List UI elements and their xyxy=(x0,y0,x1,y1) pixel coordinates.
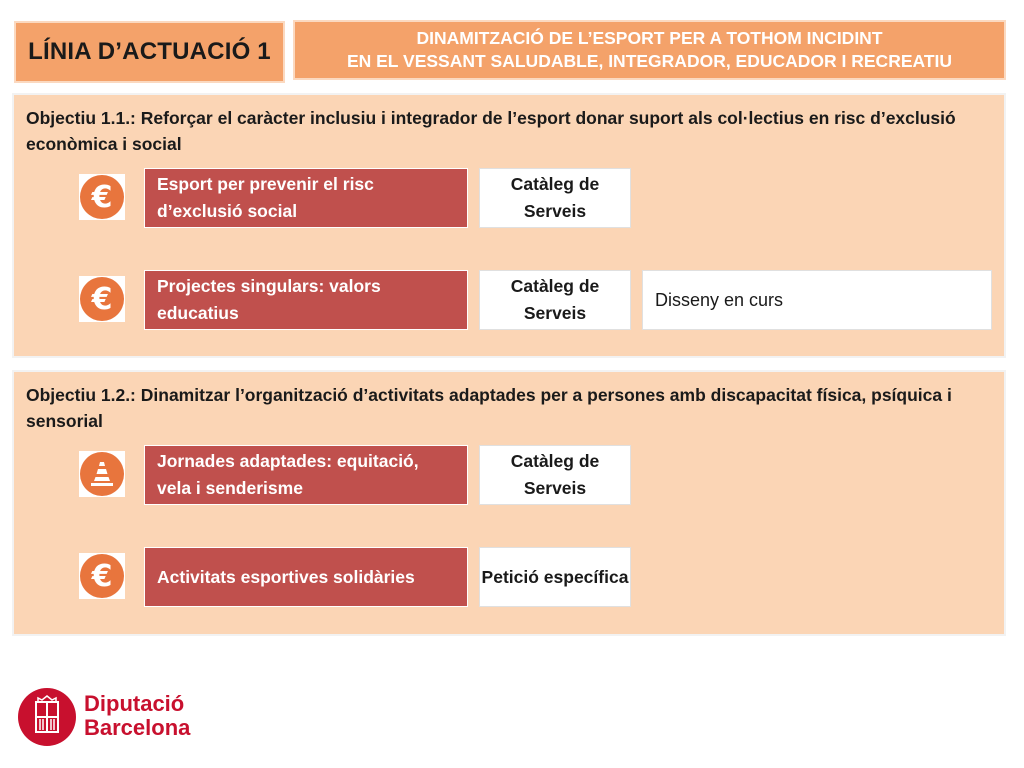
line-title xyxy=(14,21,285,83)
action-label: Projectes singulars: valors educatius xyxy=(157,276,381,323)
traffic-cone-icon xyxy=(79,451,125,497)
euro-icon: € xyxy=(79,553,125,599)
status-label: Catàleg de Serveis xyxy=(510,174,600,221)
status-box xyxy=(479,168,631,228)
action-label: Esport per prevenir el risc d’exclusió social xyxy=(157,174,374,221)
header-line-2: EN EL VESSANT SALUDABLE, INTEGRADOR, EDUCADOR I RECREATIU xyxy=(346,51,953,71)
status-box xyxy=(479,270,631,330)
objective-title: Objectiu 1.2.: Dinamitzar l’organització d’activitats adaptades per a persones amb discapacitat física, psíquica i sensorial xyxy=(26,385,952,431)
note-label: Disseny en curs xyxy=(655,289,784,310)
action-item xyxy=(144,547,468,607)
action-item xyxy=(144,270,468,330)
organization-line-1: Diputació xyxy=(84,691,185,716)
header-banner xyxy=(293,20,1006,80)
status-box xyxy=(479,547,631,607)
action-label: Activitats esportives solidàries xyxy=(157,566,415,587)
header-line-1: DINAMITZACIÓ DE L’ESPORT PER A TOTHOM INCIDINT xyxy=(416,28,883,48)
status-label: Catàleg de Serveis xyxy=(510,276,600,323)
objective-panel-1-2 xyxy=(12,370,1006,636)
organization-name xyxy=(84,692,190,740)
traffic-cone-icon xyxy=(88,460,116,488)
action-item xyxy=(144,445,468,505)
coat-of-arms-icon xyxy=(18,688,76,746)
organization-line-2: Barcelona xyxy=(84,715,191,740)
note-box xyxy=(642,270,992,330)
status-label: Petició específica xyxy=(481,566,629,587)
status-box xyxy=(479,445,631,505)
status-label: Catàleg de Serveis xyxy=(510,451,600,498)
euro-icon: € xyxy=(79,174,125,220)
action-label: Jornades adaptades: equitació, vela i senderisme xyxy=(157,451,419,498)
line-title-text: LÍNIA D’ACTUACIÓ 1 xyxy=(28,38,271,65)
euro-icon: € xyxy=(79,276,125,322)
objective-title: Objectiu 1.1.: Reforçar el caràcter inclusiu i integrador de l’esport donar suport als col·lectius en risc d’exclusió econòmica i social xyxy=(26,108,956,154)
action-item xyxy=(144,168,468,228)
objective-panel-1-1 xyxy=(12,93,1006,358)
diputacio-logo xyxy=(18,688,76,746)
